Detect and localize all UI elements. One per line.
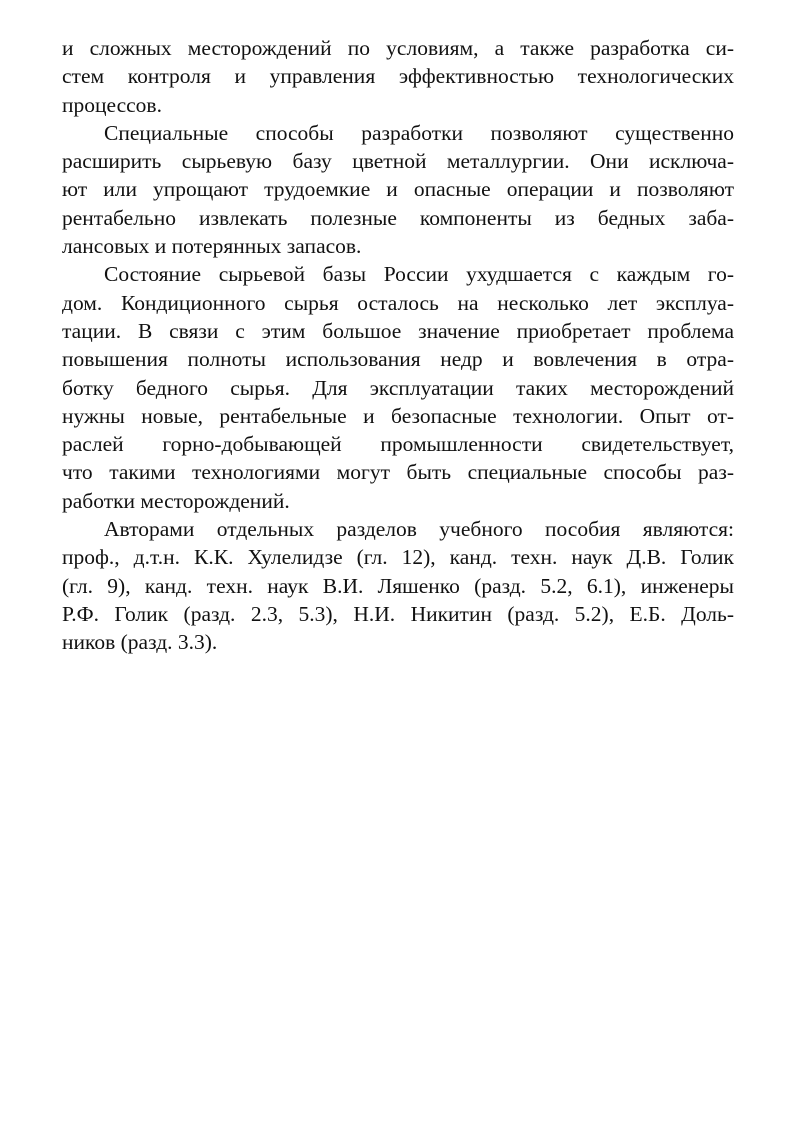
text-line: лансовых и потерянных запасов. xyxy=(62,234,362,259)
text-line: работки месторождений. xyxy=(62,488,290,513)
document-page xyxy=(62,34,734,657)
text-line: Авторами отдельных разделов учебного пособия являются: xyxy=(104,517,734,542)
text-line: повышения полноты использования недр и вовлечения в отра- xyxy=(62,347,734,372)
paragraph-1 xyxy=(62,34,734,119)
paragraph-4 xyxy=(62,515,734,656)
text-line: стем контроля и управления эффективностью технологических xyxy=(62,64,734,89)
text-line: что такими технологиями могут быть специальные способы раз- xyxy=(62,460,734,485)
paragraph-3 xyxy=(62,260,734,515)
text-line: Состояние сырьевой базы России ухудшается с каждым го- xyxy=(104,262,734,287)
text-line: ют или упрощают трудоемкие и опасные операции и позволяют xyxy=(62,177,734,202)
text-line: ботку бедного сырья. Для эксплуатации таких месторождений xyxy=(62,375,734,400)
text-line: Специальные способы разработки позволяют существенно xyxy=(104,120,734,145)
text-line: расширить сырьевую базу цветной металлургии. Они исключа- xyxy=(62,149,734,174)
text-line: процессов. xyxy=(62,92,162,117)
text-line: рентабельно извлекать полезные компоненты из бедных заба- xyxy=(62,205,734,230)
text-line: (гл. 9), канд. техн. наук В.И. Ляшенко (разд. 5.2, 6.1), инженеры xyxy=(62,573,734,598)
text-line: Р.Ф. Голик (разд. 2.3, 5.3), Н.И. Никитин (разд. 5.2), Е.Б. Доль- xyxy=(62,601,734,626)
text-line: дом. Кондиционного сырья осталось на несколько лет эксплуа- xyxy=(62,290,734,315)
text-line: ников (разд. 3.3). xyxy=(62,630,218,655)
text-line: проф., д.т.н. К.К. Хулелидзе (гл. 12), канд. техн. наук Д.В. Голик xyxy=(62,545,734,570)
text-line: и сложных месторождений по условиям, а также разработка си- xyxy=(62,36,734,60)
text-line: нужны новые, рентабельные и безопасные технологии. Опыт от- xyxy=(62,403,734,428)
paragraph-2 xyxy=(62,119,734,260)
text-line: тации. В связи с этим большое значение приобретает проблема xyxy=(62,318,734,343)
text-line: раслей горно-добывающей промышленности свидетельствует, xyxy=(62,432,734,457)
